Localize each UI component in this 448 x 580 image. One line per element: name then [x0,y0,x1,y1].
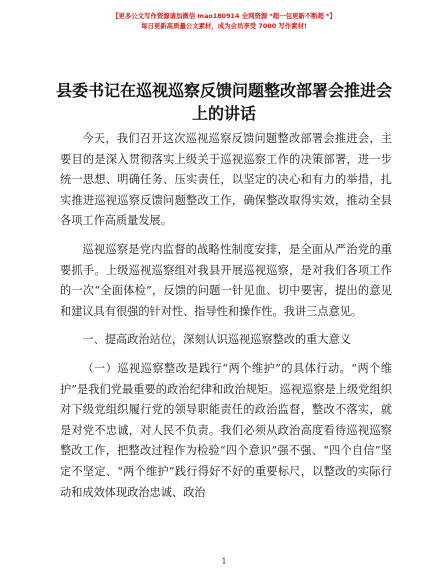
section-heading: 一、提高政治站位，深刻认识巡视巡察整改的重大意义 [82,333,351,347]
promo-banner [0,11,448,31]
paragraph-context: 巡视巡察是党内监督的战略性制度安排，是全面从严治党的重要抓手。上级巡视巡察组对我县开展巡视巡察，是对我们各项工作的一次“全面体检”，反馈的问题一针见血、切中要害，提出的意见和建议具有很强的针对性、指导性和操作性。我讲三点意见。 [60,242,392,318]
banner-line-1: 【更多公文写作资源请加微信 mao180914 全网资源 *超一包更新不断超 *】 [112,12,336,20]
banner-line-2: 每日更新高质量公文素材，成为会员享受 7000 写作素材! [141,22,307,30]
paragraph-subsection: （一）巡视巡察整改是践行“两个维护”的具体行动。“两个维护”是我们党最重要的政治纪律和政治规矩。巡视巡察是上级党组织对下级党组织履行党的领导职能责任的政治监督，整改不落实，就是对党不忠诚，对人民不负责。我们必须从政治高度看待巡视巡察整改工作，把整改过程作为检验“四个意识”强不强、“四个自信”坚定不坚定、“两个维护”践行得好不好的重要标尺，以整改的实际行动和成效体现政治忠诚、政治 [60,361,392,499]
document-title: 县委书记在巡视巡察反馈问题整改部署会推进会上的讲话 [55,81,392,123]
document-body [60,129,392,503]
page-number: 1 [221,557,227,566]
paragraph-intro: 今天，我们召开这次巡视巡察反馈问题整改部署会推进会，主要目的是深入贯彻落实上级关于巡视巡察工作的决策部署，进一步统一思想、明确任务、压实责任，以坚定的决心和有力的举措，扎实推进巡视巡察反馈问题整改工作，确保整改取得实效，推动全县各项工作高质量发展。 [60,132,392,228]
